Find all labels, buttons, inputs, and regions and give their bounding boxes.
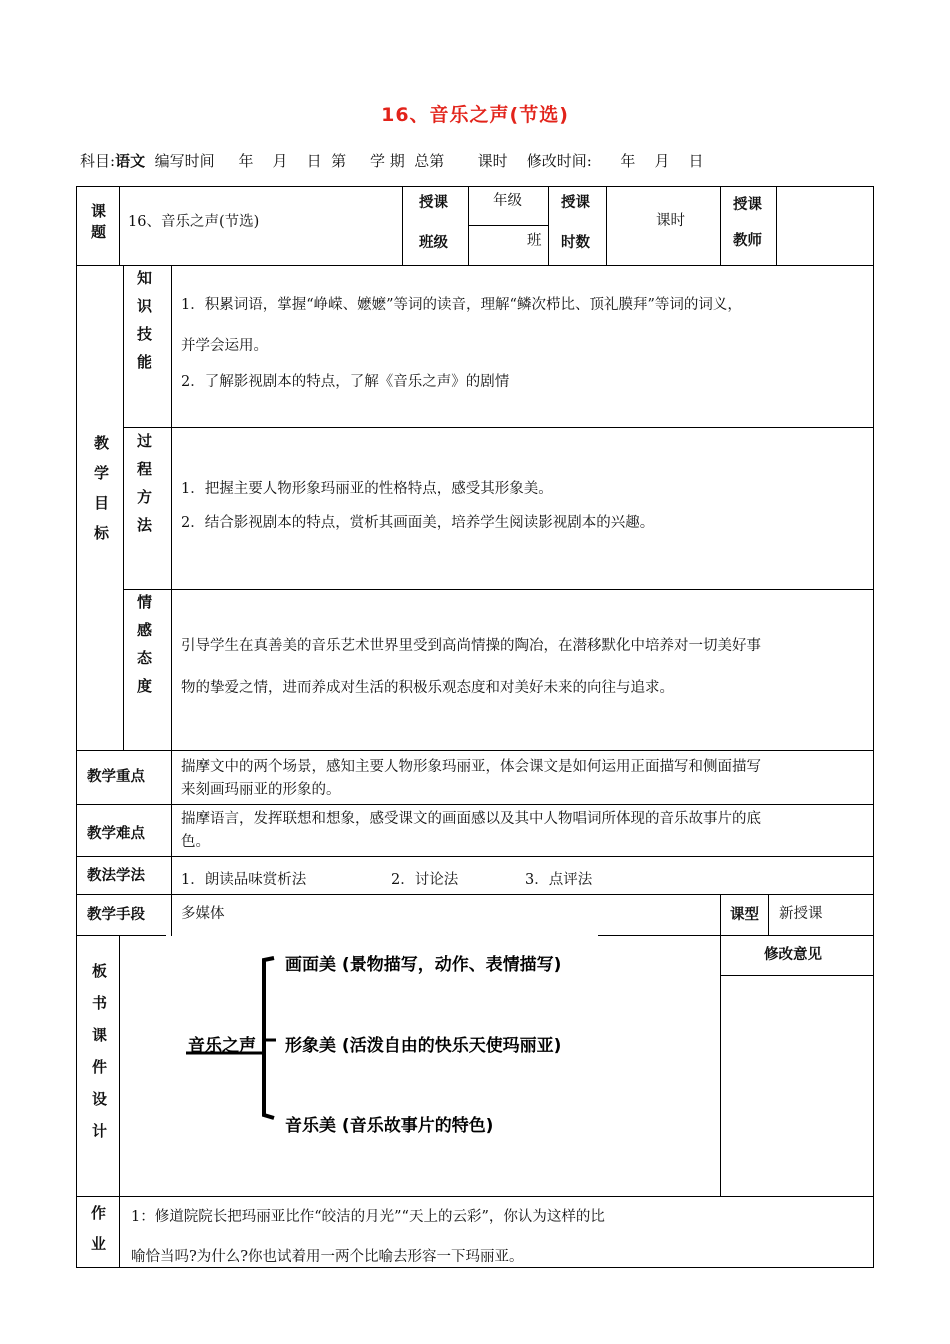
emotion-line-1: 引导学生在真善美的音乐艺术世界里受到高尚情操的陶冶，在潜移默化中培养对一切美好事 [181,638,761,654]
board-branch-3: 音乐美 (音乐故事片的特色) [285,1116,494,1136]
class-field: 班 [527,233,542,249]
subject-label: 科目: [80,152,116,170]
focus-label: 教学重点 [87,769,145,785]
knowledge-line-2: 2．了解影视剧本的特点，了解《音乐之声》的剧情 [181,374,510,390]
emotion-label: 情感态度 [135,594,153,706]
revise-label: 修改意见 [764,947,822,963]
difficulty-label: 教学难点 [87,826,145,842]
goals-label: 教学目标 [92,435,110,555]
document-title: 16、音乐之声(节选) [381,104,569,126]
homework-label: 作业 [89,1205,107,1267]
meta-line [80,150,704,171]
hours-field: 课时 [656,213,685,229]
knowledge-line-1: 1．积累词语，掌握“峥嵘、嬷嬷”等词的读音，理解“鳞次栉比、顶礼膜拜”等词的词义， [181,297,742,313]
method-1: 1．朗读品味赏析法 [181,872,307,888]
method-2: 2．讨论法 [391,872,459,888]
grade-field: 年级 [493,193,522,209]
hours-label-2: 时数 [561,235,590,251]
teacher-label-2: 教师 [733,233,762,249]
lesson-topic: 16、音乐之声(节选) [128,214,260,230]
focus-line-1: 揣摩文中的两个场景，感知主要人物形象玛丽亚，体会课文是如何运用正面描写和侧面描写 [181,759,761,775]
board-label: 板书课件设计 [90,963,108,1155]
process-line-1: 1．把握主要人物形象玛丽亚的性格特点，感受其形象美。 [181,481,553,497]
difficulty-line-1: 揣摩语言，发挥联想和想象，感受课文的画面感以及其中人物唱词所体现的音乐故事片的底 [181,811,761,827]
lesson-topic-label: 课题 [89,203,107,245]
means-value: 多媒体 [181,906,225,922]
subject-value: 语文 [115,152,146,170]
focus-line-2: 来刻画玛丽亚的形象的。 [181,782,341,798]
knowledge-line-1b: 并学会运用。 [181,338,268,354]
homework-line-2: 喻恰当吗?为什么?你也试着用一两个比喻去形容一下玛丽亚。 [131,1249,524,1265]
process-label: 过程方法 [135,433,153,545]
difficulty-line-2: 色。 [181,834,210,850]
emotion-line-2: 物的挚爱之情，进而养成对生活的积极乐观态度和对美好未来的向往与追求。 [181,680,674,696]
homework-line-1: 1：修道院院长把玛丽亚比作“皎洁的月光”“天上的云彩”，你认为这样的比 [131,1209,605,1225]
method-3: 3．点评法 [525,872,593,888]
class-label-1: 授课 [419,195,448,211]
lesson-type-label: 课型 [730,907,759,923]
knowledge-label: 知识技能 [135,270,153,382]
lesson-type: 新授课 [779,906,823,922]
methods-label: 教法学法 [87,868,145,884]
process-line-2: 2．结合影视剧本的特点，赏析其画面美，培养学生阅读影视剧本的兴趣。 [181,515,655,531]
teacher-label-1: 授课 [733,197,762,213]
hours-label-1: 授课 [561,195,590,211]
meta-rest: 编写时间 年 月 日 第 学 期 总第 课时 修改时间: 年 月 日 [145,152,704,170]
board-root: 音乐之声 [188,1036,256,1056]
board-branch-1: 画面美 (景物描写，动作、表情描写) [285,955,562,975]
class-label-2: 班级 [419,235,448,251]
means-label: 教学手段 [87,907,145,923]
board-branch-2: 形象美 (活泼自由的快乐天使玛丽亚) [285,1036,562,1056]
